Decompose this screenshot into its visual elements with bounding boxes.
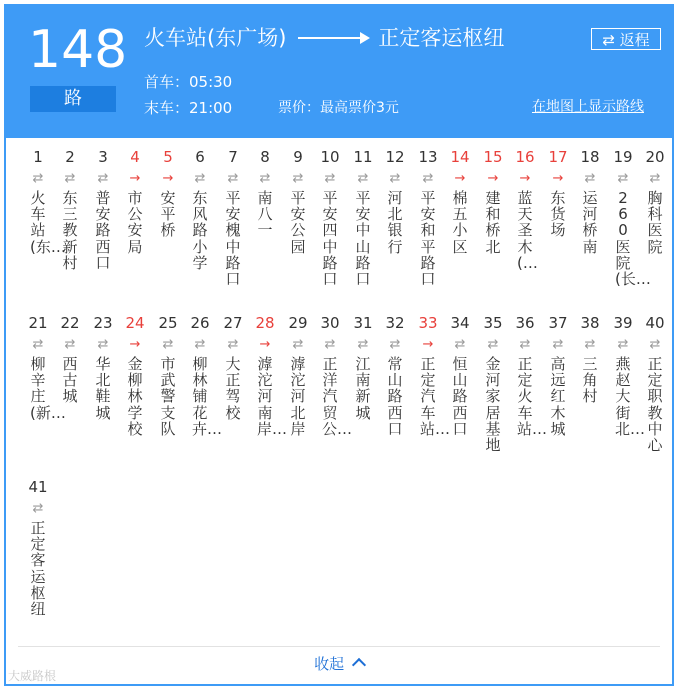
stop-number: 20 xyxy=(645,148,665,166)
direction-arrow-icon xyxy=(298,37,368,39)
bus-direction-icon: ⇄ xyxy=(32,501,44,516)
bus-direction-icon: ⇄ xyxy=(324,337,336,352)
bus-direction-icon: ⇄ xyxy=(32,337,44,352)
stop-name: 正洋汽贸公… xyxy=(322,355,353,438)
bus-direction-icon: ⇄ xyxy=(292,337,304,352)
bus-direction-icon: → xyxy=(487,171,499,186)
stop-number: 34 xyxy=(450,314,470,332)
bus-stop[interactable] xyxy=(217,314,249,421)
stop-number: 35 xyxy=(483,314,503,332)
route-unit: 路 xyxy=(30,86,116,112)
stop-number: 3 xyxy=(98,148,108,166)
bus-direction-icon: ⇄ xyxy=(324,171,336,186)
stop-number: 13 xyxy=(418,148,438,166)
bus-stop[interactable] xyxy=(282,314,314,437)
stop-name: 滹沱河南岸… xyxy=(257,355,288,438)
stop-number: 23 xyxy=(93,314,113,332)
bus-direction-icon: ⇄ xyxy=(32,171,44,186)
stop-number: 10 xyxy=(320,148,340,166)
bus-stop[interactable] xyxy=(347,314,379,421)
stop-name: 江南新城 xyxy=(355,355,371,422)
bus-stop[interactable] xyxy=(22,478,54,617)
bus-direction-icon: ⇄ xyxy=(649,337,661,352)
stop-name: 常山路西口 xyxy=(387,355,403,438)
bus-direction-icon: ⇄ xyxy=(487,337,499,352)
stop-name: 恒山路西口 xyxy=(452,355,468,438)
stop-number: 25 xyxy=(158,314,178,332)
stop-name: 柳辛庄(新… xyxy=(30,355,66,422)
stop-name: 火车站(东… xyxy=(30,189,66,256)
bus-stop[interactable] xyxy=(379,148,411,255)
first-bus-time: 首车：05:30 xyxy=(144,73,233,91)
stop-number: 15 xyxy=(483,148,503,166)
bus-stop[interactable] xyxy=(607,314,646,438)
stop-name: 金河家居基地 xyxy=(485,355,501,455)
stop-name: 蓝天圣木(… xyxy=(517,189,538,272)
bus-direction-icon: ⇄ xyxy=(357,171,369,186)
stop-name: 棉五小区 xyxy=(452,189,468,256)
bus-stop[interactable] xyxy=(184,314,223,438)
bus-stop[interactable] xyxy=(477,148,509,255)
bus-direction-icon: ⇄ xyxy=(617,337,629,352)
stop-number: 11 xyxy=(353,148,373,166)
stop-name: 胸科医院 xyxy=(647,189,663,256)
stop-name: 华北鞋城 xyxy=(95,355,111,422)
stop-name: 高远红木城 xyxy=(550,355,566,438)
bus-direction-icon: ⇄ xyxy=(422,171,434,186)
stop-name: 正定职教中心 xyxy=(647,355,663,455)
stop-name: 柳林铺花卉… xyxy=(192,355,223,438)
stop-number: 36 xyxy=(515,314,535,332)
bus-stop[interactable] xyxy=(574,314,606,405)
stop-number: 21 xyxy=(28,314,48,332)
bus-stop[interactable] xyxy=(314,148,346,287)
bus-direction-icon: ⇄ xyxy=(194,171,206,186)
bus-stop[interactable] xyxy=(249,314,288,438)
route-number: 148 xyxy=(28,20,128,80)
stop-number: 17 xyxy=(548,148,568,166)
collapse-label: 收起 xyxy=(314,655,345,673)
bus-stop[interactable] xyxy=(152,148,184,239)
bus-direction-icon: ⇄ xyxy=(162,337,174,352)
bus-stop[interactable] xyxy=(152,314,184,437)
stop-number: 26 xyxy=(190,314,210,332)
stop-name: 市武警支队 xyxy=(160,355,176,438)
last-bus-time: 末车：21:00 xyxy=(144,99,233,117)
bus-stop[interactable] xyxy=(477,314,509,453)
watermark: 大威路根 xyxy=(8,669,57,683)
stop-name: 东风路小学 xyxy=(192,189,208,272)
bus-direction-icon: ⇄ xyxy=(389,337,401,352)
stop-name: 西古城 xyxy=(62,355,78,406)
bus-direction-icon: ⇄ xyxy=(97,337,109,352)
bus-direction-icon: → xyxy=(552,171,564,186)
bus-direction-icon: ⇄ xyxy=(97,171,109,186)
bus-stop[interactable] xyxy=(639,314,671,453)
bus-direction-icon: ⇄ xyxy=(552,337,564,352)
stop-name: 南八一 xyxy=(257,189,273,240)
stop-name: 平安和平路口 xyxy=(420,189,436,289)
bus-direction-icon: → xyxy=(162,171,174,186)
stop-number: 7 xyxy=(228,148,238,166)
stop-number: 31 xyxy=(353,314,373,332)
stop-number: 2 xyxy=(65,148,75,166)
bus-stop[interactable] xyxy=(542,148,574,239)
stop-name: 建和桥北 xyxy=(485,189,501,256)
stop-number: 14 xyxy=(450,148,470,166)
chevron-up-icon xyxy=(352,658,366,672)
bus-direction-icon: → xyxy=(519,171,531,186)
bus-stop[interactable] xyxy=(184,148,216,271)
return-button[interactable] xyxy=(591,28,661,50)
stop-number: 9 xyxy=(293,148,303,166)
bus-stop[interactable] xyxy=(87,148,119,271)
stop-number: 40 xyxy=(645,314,665,332)
stop-number: 12 xyxy=(385,148,405,166)
stop-name: 平安槐中路口 xyxy=(225,189,241,289)
show-on-map-link[interactable]: 在地图上显示路线 xyxy=(532,99,644,115)
bus-stop[interactable] xyxy=(314,314,353,438)
bus-stop[interactable] xyxy=(22,148,66,256)
stop-number: 37 xyxy=(548,314,568,332)
stop-number: 27 xyxy=(223,314,243,332)
bus-direction-icon: ⇄ xyxy=(357,337,369,352)
stop-number: 6 xyxy=(195,148,205,166)
bus-stop[interactable] xyxy=(412,314,451,438)
route-header xyxy=(6,6,672,138)
bus-direction-icon: ⇄ xyxy=(227,171,239,186)
stop-number: 24 xyxy=(125,314,145,332)
stop-name: 河北银行 xyxy=(387,189,403,256)
route-panel xyxy=(4,4,674,686)
stop-name: 滹沱河北岸 xyxy=(290,355,306,438)
stop-name: 东货场 xyxy=(550,189,566,240)
stop-name: 东三教新村 xyxy=(62,189,78,272)
route-to: 正定客运枢纽 xyxy=(378,26,505,50)
bus-direction-icon: ⇄ xyxy=(584,337,596,352)
bus-direction-icon: ⇄ xyxy=(617,171,629,186)
bus-direction-icon: ⇄ xyxy=(227,337,239,352)
collapse-button[interactable] xyxy=(6,654,672,674)
bus-stop[interactable] xyxy=(509,314,548,438)
stop-name: 安平桥 xyxy=(160,189,176,240)
bus-direction-icon: ⇄ xyxy=(259,171,271,186)
bus-direction-icon: → xyxy=(129,171,141,186)
stop-number: 38 xyxy=(580,314,600,332)
stop-number: 22 xyxy=(60,314,80,332)
stop-number: 16 xyxy=(515,148,535,166)
bus-stop[interactable] xyxy=(54,314,86,405)
stop-name: 金柳林学校 xyxy=(127,355,143,438)
bus-direction-icon: ⇄ xyxy=(584,171,596,186)
stop-name: 市公安局 xyxy=(127,189,143,256)
stop-name: 平安中山路口 xyxy=(355,189,371,289)
stop-number: 39 xyxy=(613,314,633,332)
bus-direction-icon: ⇄ xyxy=(64,337,76,352)
stop-number: 28 xyxy=(255,314,275,332)
bus-direction-icon: ⇄ xyxy=(649,171,661,186)
bus-stop[interactable] xyxy=(444,148,476,255)
bus-direction-icon: → xyxy=(454,171,466,186)
bus-direction-icon: ⇄ xyxy=(454,337,466,352)
stop-number: 30 xyxy=(320,314,340,332)
stop-name: 260医院(长… xyxy=(615,189,651,289)
stop-number: 4 xyxy=(130,148,140,166)
bus-stop[interactable] xyxy=(509,148,541,271)
bus-direction-icon: ⇄ xyxy=(64,171,76,186)
stop-name: 三角村 xyxy=(582,355,598,406)
bus-stop[interactable] xyxy=(282,148,314,255)
bus-stop[interactable] xyxy=(379,314,411,437)
stop-name: 正定火车站… xyxy=(517,355,548,438)
stop-number: 1 xyxy=(33,148,43,166)
bus-stop[interactable] xyxy=(412,148,444,287)
bus-direction-icon: → xyxy=(259,337,271,352)
bus-stop[interactable] xyxy=(607,148,651,289)
stop-number: 5 xyxy=(163,148,173,166)
stop-name: 燕赵大街北… xyxy=(615,355,646,438)
bus-stop[interactable] xyxy=(542,314,574,437)
bus-stop[interactable] xyxy=(574,148,606,255)
stop-name: 正定客运枢纽 xyxy=(30,519,46,619)
return-label: 返程 xyxy=(619,31,650,49)
bus-stop[interactable] xyxy=(119,148,151,255)
fare-info: 票价：最高票价3元 xyxy=(278,100,399,116)
bus-direction-icon: → xyxy=(422,337,434,352)
bus-stop[interactable] xyxy=(87,314,119,421)
bus-stop[interactable] xyxy=(22,314,66,422)
bus-stop[interactable] xyxy=(639,148,671,255)
bus-stop[interactable] xyxy=(347,148,379,287)
stop-name: 大正驾校 xyxy=(225,355,241,422)
route-direction xyxy=(144,24,504,52)
bus-direction-icon: → xyxy=(129,337,141,352)
bus-direction-icon: ⇄ xyxy=(292,171,304,186)
stop-name: 平安公园 xyxy=(290,189,306,256)
bus-stop[interactable] xyxy=(444,314,476,437)
bus-direction-icon: ⇄ xyxy=(519,337,531,352)
stop-number: 29 xyxy=(288,314,308,332)
stop-number: 18 xyxy=(580,148,600,166)
stop-name: 普安路西口 xyxy=(95,189,111,272)
stop-number: 33 xyxy=(418,314,438,332)
stop-name: 平安四中路口 xyxy=(322,189,338,289)
stop-number: 41 xyxy=(28,478,48,496)
route-from: 火车站(东广场) xyxy=(144,26,287,50)
bus-stop[interactable] xyxy=(54,148,86,271)
swap-arrows-icon: ⇄ xyxy=(602,31,615,49)
stop-number: 19 xyxy=(613,148,633,166)
bus-direction-icon: ⇄ xyxy=(389,171,401,186)
stop-number: 32 xyxy=(385,314,405,332)
stop-name: 运河桥南 xyxy=(582,189,598,256)
bus-stop[interactable] xyxy=(217,148,249,287)
stop-number: 8 xyxy=(260,148,270,166)
bus-direction-icon: ⇄ xyxy=(194,337,206,352)
bus-stop[interactable] xyxy=(249,148,281,239)
divider xyxy=(18,646,660,647)
stop-name: 正定汽车站… xyxy=(420,355,451,438)
bus-stop[interactable] xyxy=(119,314,151,437)
